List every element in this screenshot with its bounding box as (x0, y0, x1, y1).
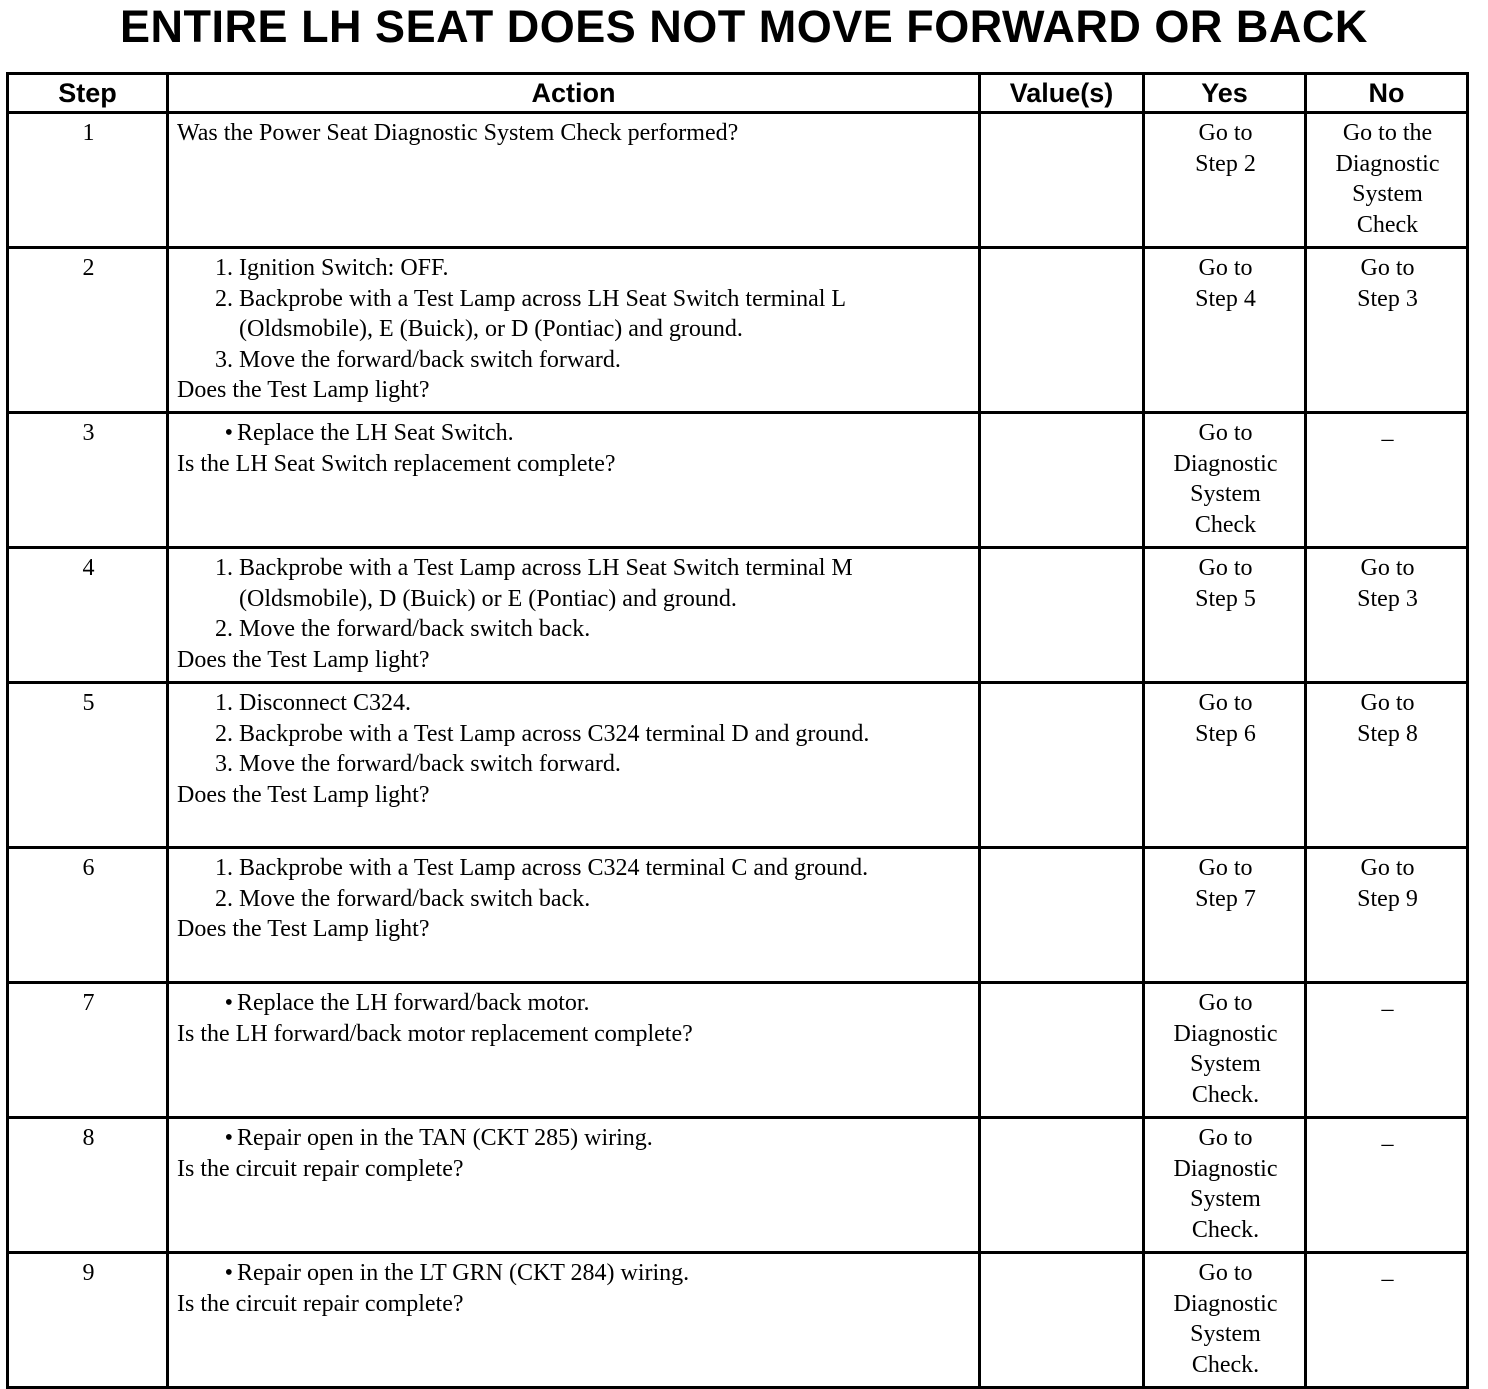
numbered-item (177, 553, 972, 614)
item-marker: • (224, 1125, 233, 1151)
action-cell (168, 1118, 980, 1253)
item-text: Replace the LH forward/back motor. (237, 990, 590, 1016)
action-cell (168, 113, 980, 248)
table-row (8, 548, 1468, 683)
page-title: ENTIRE LH SEAT DOES NOT MOVE FORWARD OR BACK (120, 1, 1368, 52)
item-marker: 2. (215, 720, 233, 747)
table-row (8, 983, 1468, 1118)
values-cell (980, 1118, 1144, 1253)
table-row (8, 683, 1468, 848)
values-cell (980, 413, 1144, 548)
item-text: Ignition Switch: OFF. (239, 255, 449, 281)
item-marker: 2. (215, 285, 233, 312)
numbered-item (177, 884, 972, 915)
values-cell (980, 683, 1144, 848)
no-cell: _ (1306, 413, 1468, 548)
bullet-item (177, 418, 972, 449)
numbered-item (177, 284, 972, 345)
item-marker: 1. (215, 555, 233, 581)
item-text: Move the forward/back switch forward. (239, 751, 621, 777)
no-cell: Go to Step 3 (1306, 248, 1468, 413)
yes-cell: Go to Diagnostic System Check. (1144, 1253, 1306, 1388)
step-number: 4 (8, 548, 168, 683)
item-marker: • (224, 420, 233, 446)
numbered-item (177, 614, 972, 645)
bullet-item (177, 1258, 972, 1289)
item-marker: • (224, 990, 233, 1016)
values-cell (980, 983, 1144, 1118)
yes-cell: Go to Diagnostic System Check. (1144, 1118, 1306, 1253)
action-cell (168, 248, 980, 413)
numbered-item (177, 688, 972, 719)
table-row (8, 1253, 1468, 1388)
action-cell (168, 548, 980, 683)
item-text: Replace the LH Seat Switch. (237, 420, 514, 446)
yes-cell: Go to Step 4 (1144, 248, 1306, 413)
item-marker: 2. (215, 616, 233, 642)
action-question: Does the Test Lamp light? (177, 646, 430, 673)
item-text: Move the forward/back switch back. (239, 885, 591, 912)
item-marker: 2. (215, 885, 233, 912)
item-marker: 1. (215, 855, 233, 881)
action-question: Is the circuit repair complete? (177, 1155, 464, 1182)
no-cell: _ (1306, 1253, 1468, 1388)
header-row (8, 74, 1468, 113)
item-text: Backprobe with a Test Lamp across C324 terminal C and ground. (239, 855, 869, 881)
header-values: Value(s) (980, 74, 1144, 113)
action-question: Is the LH forward/back motor replacement complete? (177, 1020, 693, 1047)
values-cell (980, 848, 1144, 983)
step-number: 6 (8, 848, 168, 983)
action-question: Was the Power Seat Diagnostic System Check performed? (177, 120, 739, 146)
item-text: Repair open in the LT GRN (CKT 284) wiring. (237, 1260, 690, 1286)
action-question: Is the LH Seat Switch replacement complete? (177, 450, 616, 477)
diagnostic-table (6, 72, 1469, 1389)
item-text: Backprobe with a Test Lamp across LH Seat Switch terminal L (Oldsmobile), E (Buick), or D (Pontiac) and ground. (239, 285, 846, 342)
numbered-item (177, 345, 972, 376)
table-row (8, 1118, 1468, 1253)
item-marker: 3. (215, 751, 233, 777)
action-cell (168, 983, 980, 1118)
values-cell (980, 113, 1144, 248)
item-marker: 1. (215, 690, 233, 716)
numbered-item (177, 853, 972, 884)
action-cell (168, 413, 980, 548)
action-cell (168, 848, 980, 983)
action-cell (168, 1253, 980, 1388)
yes-cell: Go to Step 5 (1144, 548, 1306, 683)
item-text: Backprobe with a Test Lamp across LH Seat Switch terminal M (Oldsmobile), D (Buick) or E (Pontiac) and ground. (239, 555, 853, 612)
action-cell (168, 683, 980, 848)
item-text: Disconnect C324. (239, 690, 411, 716)
step-number: 7 (8, 983, 168, 1118)
header-no: No (1306, 74, 1468, 113)
action-question: Does the Test Lamp light? (177, 916, 430, 942)
item-text: Repair open in the TAN (CKT 285) wiring. (237, 1125, 653, 1151)
header-step: Step (8, 74, 168, 113)
step-number: 9 (8, 1253, 168, 1388)
yes-cell: Go to Step 7 (1144, 848, 1306, 983)
item-text: Backprobe with a Test Lamp across C324 terminal D and ground. (239, 720, 870, 747)
bullet-item (177, 1123, 972, 1154)
header-yes: Yes (1144, 74, 1306, 113)
item-marker: • (224, 1260, 233, 1286)
yes-cell: Go to Step 6 (1144, 683, 1306, 848)
table-row (8, 848, 1468, 983)
bullet-item (177, 988, 972, 1019)
values-cell (980, 548, 1144, 683)
yes-cell: Go to Diagnostic System Check. (1144, 983, 1306, 1118)
no-cell: Go to Step 9 (1306, 848, 1468, 983)
step-number: 1 (8, 113, 168, 248)
item-marker: 3. (215, 346, 233, 373)
table-row (8, 413, 1468, 548)
table-row (8, 248, 1468, 413)
numbered-item (177, 719, 972, 750)
step-number: 2 (8, 248, 168, 413)
item-marker: 1. (215, 255, 233, 281)
yes-cell: Go to Step 2 (1144, 113, 1306, 248)
action-question: Does the Test Lamp light? (177, 781, 430, 808)
step-number: 3 (8, 413, 168, 548)
no-cell: Go to the Diagnostic System Check (1306, 113, 1468, 248)
no-cell: Go to Step 8 (1306, 683, 1468, 848)
item-text: Move the forward/back switch forward. (239, 346, 621, 373)
numbered-item (177, 253, 972, 284)
no-cell: _ (1306, 983, 1468, 1118)
no-cell: _ (1306, 1118, 1468, 1253)
action-question: Does the Test Lamp light? (177, 377, 430, 403)
item-text: Move the forward/back switch back. (239, 616, 591, 642)
table-row (8, 113, 1468, 248)
values-cell (980, 248, 1144, 413)
numbered-item (177, 749, 972, 780)
no-cell: Go to Step 3 (1306, 548, 1468, 683)
step-number: 5 (8, 683, 168, 848)
yes-cell: Go to Diagnostic System Check (1144, 413, 1306, 548)
header-action: Action (168, 74, 980, 113)
values-cell (980, 1253, 1144, 1388)
action-question: Is the circuit repair complete? (177, 1290, 464, 1317)
step-number: 8 (8, 1118, 168, 1253)
